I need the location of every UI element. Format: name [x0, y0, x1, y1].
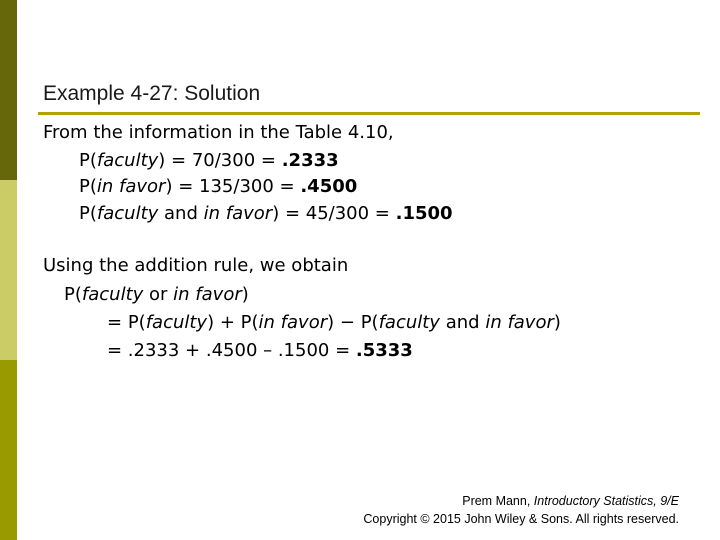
paren: ): [327, 312, 335, 333]
paren: ): [158, 150, 166, 171]
paren: ): [207, 312, 215, 333]
p-symbol: P: [79, 150, 90, 171]
equation-rhs: = 70/300 =: [165, 150, 282, 171]
prob-infavor-line: [79, 176, 357, 197]
equation-result: .4500: [300, 176, 358, 197]
footer-author: Prem Mann,: [462, 494, 534, 508]
accent-bar-top: [0, 0, 17, 180]
event-faculty: faculty: [145, 312, 208, 333]
event-faculty: faculty: [96, 203, 159, 224]
union-prob-line: [64, 284, 249, 305]
numeric-result-line: [107, 340, 413, 361]
event-in-favor: in favor: [203, 203, 273, 224]
or-word: or: [149, 284, 168, 305]
paren: ): [553, 312, 561, 333]
accent-bar-bottom: [0, 360, 17, 540]
and-word: and: [445, 312, 480, 333]
final-result: .5333: [355, 340, 413, 361]
paren: (: [138, 312, 146, 333]
and-word: and: [164, 203, 198, 224]
footer-book: [462, 494, 679, 508]
addition-intro-line: Using the addition rule, we obtain: [43, 255, 349, 276]
minus-sign: −: [334, 312, 361, 333]
paren: ): [241, 284, 249, 305]
p-symbol: P: [127, 312, 139, 333]
paren: ): [272, 203, 280, 224]
event-faculty: faculty: [96, 150, 159, 171]
prob-both-line: [79, 203, 453, 224]
intro-line: From the information in the Table 4.10,: [43, 122, 394, 143]
event-in-favor: in favor: [258, 312, 328, 333]
numeric-expression: = .2333 + .4500 – .1500 =: [107, 340, 356, 361]
prob-faculty-line: [79, 150, 339, 171]
paren: (: [371, 312, 379, 333]
footer-copyright: Copyright © 2015 John Wiley & Sons. All rights reserved.: [363, 512, 679, 526]
paren: (: [74, 284, 82, 305]
paren: (: [89, 176, 97, 197]
event-in-favor: in favor: [173, 284, 242, 305]
equals-sign: =: [107, 312, 128, 333]
footer-book-title: Introductory Statistics, 9/E: [533, 494, 679, 508]
plus-sign: +: [214, 312, 241, 333]
p-symbol: P: [79, 203, 90, 224]
p-symbol: P: [79, 176, 90, 197]
equation-rhs: = 135/300 =: [172, 176, 301, 197]
title-underline: [38, 112, 700, 115]
p-symbol: P: [360, 312, 372, 333]
accent-bar-middle: [0, 180, 17, 360]
paren: ): [165, 176, 173, 197]
paren: (: [89, 203, 97, 224]
equation-result: .1500: [395, 203, 453, 224]
event-faculty: faculty: [81, 284, 144, 305]
event-in-favor: in favor: [96, 176, 166, 197]
equation-result: .2333: [281, 150, 339, 171]
p-symbol: P: [240, 312, 252, 333]
p-symbol: P: [64, 284, 75, 305]
addition-rule-line: [107, 312, 561, 333]
event-in-favor: in favor: [485, 312, 554, 333]
paren: (: [251, 312, 259, 333]
event-faculty: faculty: [378, 312, 440, 333]
slide-title: Example 4-27: Solution: [43, 82, 261, 105]
equation-rhs: = 45/300 =: [279, 203, 396, 224]
paren: (: [89, 150, 97, 171]
